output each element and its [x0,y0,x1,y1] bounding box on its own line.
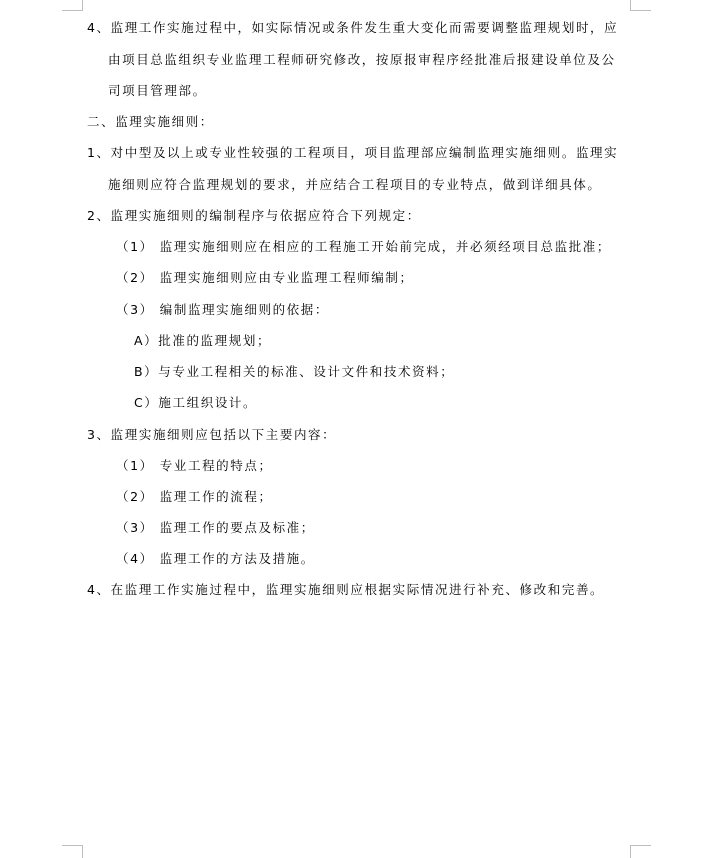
paragraph-line: 1、对中型及以上或专业性较强的工程项目，项目监理部应编制监理实施细则。监理实 [87,145,619,160]
list-item-text: 编制监理实施细则的依据： [159,302,329,317]
paragraph-line: 施细则应符合监理规划的要求，并应结合工程项目的专业特点，做到详细具体。 [108,177,602,192]
paragraph-line: 2、监理实施细则的编制程序与依据应符合下列规定： [87,208,421,223]
list-item-text: 监理实施细则应由专业监理工程师编制； [159,270,414,285]
list-item-number: （2） [116,489,154,504]
list-item-number: （3） [116,520,154,535]
sub-list-item: B）与专业工程相关的标准、设计文件和技术资料； [134,364,455,379]
crop-mark-top-right [630,0,651,11]
paragraph-line: 4、在监理工作实施过程中，监理实施细则应根据实际情况进行补充、修改和完善。 [87,582,605,597]
list-item [116,302,329,318]
paragraph-line: 4、监理工作实施过程中，如实际情况或条件发生重大变化而需要调整监理规划时，应 [87,20,619,35]
list-item [116,551,315,567]
list-item [116,520,315,536]
list-item [116,489,273,505]
paragraph-line: 由项目总监组织专业监理工程师研究修改，按原报审程序经批准后报建设单位及公 [108,52,616,67]
paragraph-line: 司项目管理部。 [108,83,207,98]
list-item-text: 监理工作的方法及措施。 [159,551,315,566]
sub-list-item: A）批准的监理规划； [134,333,272,348]
list-item [116,458,273,474]
list-item [116,239,611,255]
crop-mark-bottom-right [630,845,651,858]
list-item-text: 监理工作的流程； [159,489,273,504]
list-item-number: （2） [116,270,154,285]
sub-list-item: C）施工组织设计。 [134,395,258,410]
section-heading: 二、监理实施细则： [87,114,214,129]
crop-mark-bottom-left [62,845,83,858]
list-item-text: 监理工作的要点及标准； [159,520,315,535]
list-item-number: （4） [116,551,154,566]
list-item-number: （1） [116,239,154,254]
list-item-number: （1） [116,458,154,473]
list-item-number: （3） [116,302,154,317]
list-item-text: 专业工程的特点； [159,458,273,473]
paragraph-line: 3、监理实施细则应包括以下主要内容： [87,427,337,442]
list-item [116,270,414,286]
list-item-text: 监理实施细则应在相应的工程施工开始前完成，并必须经项目总监批准； [159,239,611,254]
crop-mark-top-left [62,0,83,11]
